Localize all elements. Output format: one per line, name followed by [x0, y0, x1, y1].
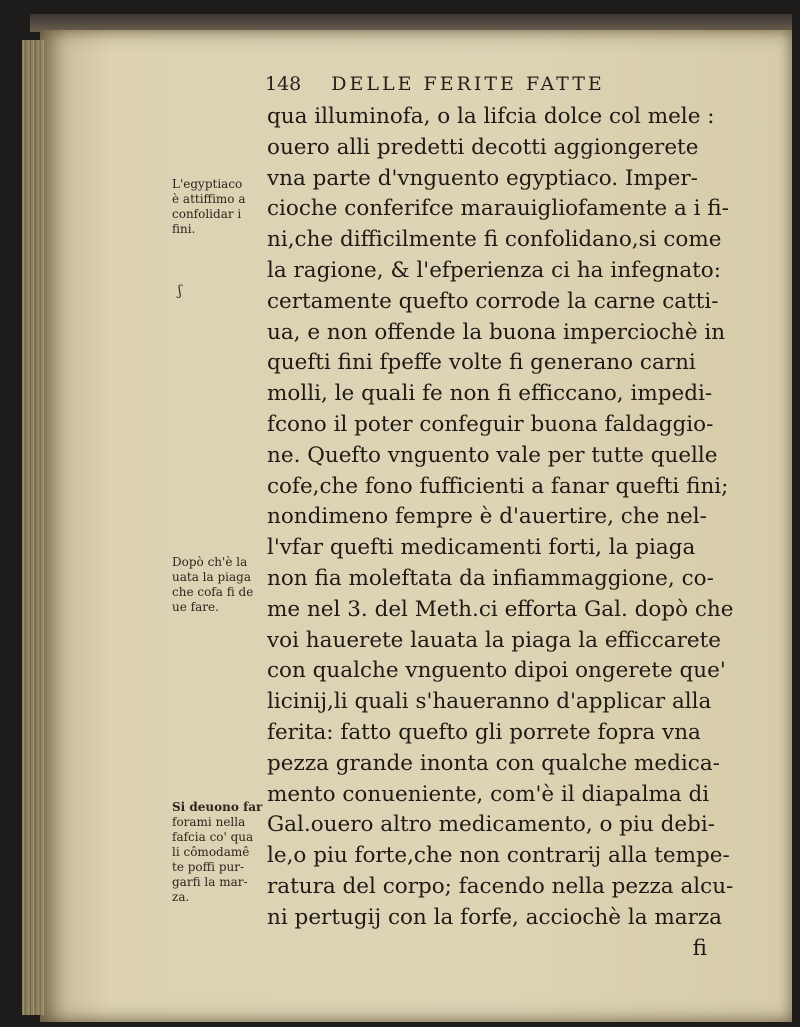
page-edges: [22, 40, 44, 1015]
catchword: fi: [692, 935, 707, 961]
text-line: ferita: fatto quefto gli porrete fopra vna: [267, 719, 701, 745]
text-line: l'vfar quefti medicamenti forti, la piaga: [267, 535, 696, 561]
text-line: quefti fini fpeffe volte fi generano carni: [267, 350, 696, 376]
text-line: me nel 3. del Meth.ci efforta Gal. dopò che: [267, 596, 734, 622]
text-line: ne. Quefto vnguento vale per tutte quelle: [267, 442, 718, 468]
margin-note-line: ue fare.: [172, 600, 219, 614]
margin-note-line: uata la piaga: [172, 570, 251, 584]
margin-note-forami: [172, 800, 264, 905]
text-line: pezza grande inonta con qualche medica-: [267, 750, 720, 776]
text-line: ua, e non offende la buona imperciochè in: [267, 319, 726, 345]
margin-note-line: garfi la mar-: [172, 875, 248, 889]
margin-note-line: Si deuono far: [172, 800, 263, 814]
text-line: licinij,li quali s'haueranno d'applicar alla: [267, 689, 712, 715]
margin-note-line: fafcia co' qua: [172, 830, 254, 844]
text-line: la ragione, & l'efperienza ci ha infegnato:: [267, 257, 721, 283]
text-line: voi hauerete lauata la piaga la efficcarete: [267, 627, 721, 653]
margin-note-line: è attiffimo a: [172, 192, 246, 206]
text-line: nondimeno fempre è d'auertire, che nel-: [267, 504, 707, 530]
page-number: 148: [265, 73, 302, 95]
text-line: ni pertugij con la forfe, acciochè la marza: [267, 904, 722, 930]
margin-note-line: za.: [172, 890, 190, 904]
margin-note-line: L'egyptiaco: [172, 177, 243, 191]
margin-note-lavata: [172, 555, 264, 615]
text-line: Gal.ouero altro medicamento, o piu debi-: [267, 812, 715, 838]
margin-note-line: te poffi pur-: [172, 860, 245, 874]
margin-note-line: li cômodamê: [172, 845, 250, 859]
running-head: [265, 73, 665, 95]
text-line: molli, le quali fe non fi efficcano, impedi-: [267, 381, 713, 407]
text-line: fcono il poter confeguir buona faldaggio-: [267, 411, 714, 437]
text-line: non fia moleftata da infiammaggione, co-: [267, 565, 714, 591]
text-line: ratura del corpo; facendo nella pezza alcu-: [267, 873, 734, 899]
margin-note-line: confolidar i: [172, 207, 242, 221]
margin-note-line: forami nella: [172, 815, 246, 829]
header-title: DELLE FERITE FATTE: [331, 73, 605, 95]
margin-mark: ʃ: [178, 283, 182, 299]
margin-note-line: Dopò ch'è la: [172, 555, 248, 569]
text-line: con qualche vnguento dipoi ongerete que': [267, 658, 726, 684]
text-line: le,o piu forte,che non contrarij alla tempe-: [267, 843, 730, 869]
text-line: certamente quefto corrode la carne catti-: [267, 288, 719, 314]
text-line: cofe,che fono fufficienti a fanar quefti fini;: [267, 473, 729, 499]
margin-note-line: fini.: [172, 222, 196, 236]
margin-note-line: che cofa fi de: [172, 585, 254, 599]
body-text: [267, 102, 777, 964]
text-line: ni,che difficilmente fi confolidano,si come: [267, 227, 722, 253]
text-line: mento conueniente, com'è il diapalma di: [267, 781, 710, 807]
text-line: ouero alli predetti decotti aggiongerete: [267, 134, 699, 160]
text-line: cioche conferifce marauigliofamente a i fi-: [267, 196, 729, 222]
text-line: qua illuminofa, o la lifcia dolce col mele :: [267, 104, 715, 129]
margin-note-egyptiaco: [172, 177, 264, 237]
text-line: vna parte d'vnguento egyptiaco. Imper-: [267, 165, 698, 191]
